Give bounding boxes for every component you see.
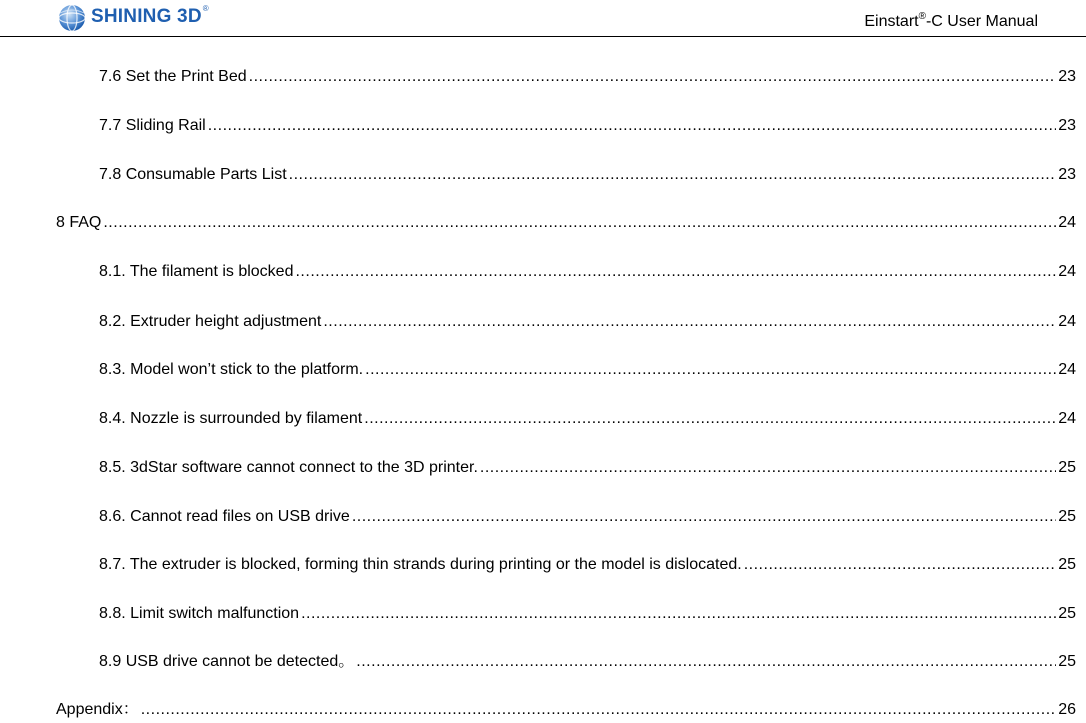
toc-entry[interactable] bbox=[99, 261, 1076, 283]
toc-leader-dots bbox=[365, 359, 1056, 381]
toc-entry-label: 8.1. The filament is blocked bbox=[99, 263, 294, 280]
toc-leader-dots bbox=[352, 506, 1056, 528]
toc-entry[interactable] bbox=[99, 651, 1076, 673]
toc-entry-page: 24 bbox=[1058, 361, 1076, 378]
toc-entry-label: Appendix： bbox=[56, 701, 139, 718]
page-header bbox=[0, 0, 1086, 37]
logo-registered-mark: ® bbox=[202, 3, 209, 13]
toc-leader-dots bbox=[301, 603, 1056, 625]
toc-leader-dots bbox=[208, 115, 1056, 137]
toc-entry-page: 25 bbox=[1058, 556, 1076, 573]
toc-entry-label: 8 FAQ bbox=[56, 214, 102, 231]
toc-entry-page: 24 bbox=[1058, 410, 1076, 427]
toc-entry[interactable] bbox=[99, 408, 1076, 430]
toc-leader-dots bbox=[356, 651, 1056, 673]
toc-entry[interactable] bbox=[99, 506, 1076, 528]
toc-leader-dots bbox=[103, 212, 1056, 234]
toc-entry[interactable] bbox=[99, 603, 1076, 625]
toc-entry[interactable] bbox=[99, 359, 1076, 381]
toc-leader-dots bbox=[364, 408, 1056, 430]
manual-title-suffix: -C User Manual bbox=[925, 13, 1038, 30]
toc-leader-dots bbox=[744, 554, 1056, 576]
toc-leader-dots bbox=[141, 699, 1056, 721]
toc-entry-label: 8.6. Cannot read files on USB drive bbox=[99, 508, 350, 525]
toc-entry[interactable] bbox=[99, 115, 1076, 137]
toc-entry[interactable] bbox=[99, 66, 1076, 88]
toc-entry-label: 8.4. Nozzle is surrounded by filament bbox=[99, 410, 363, 427]
toc-leader-dots bbox=[323, 311, 1056, 333]
toc-entry-label: 8.8. Limit switch malfunction bbox=[99, 605, 300, 622]
manual-title bbox=[864, 12, 1038, 32]
toc-entry-page: 25 bbox=[1058, 653, 1076, 670]
toc-entry-label: 8.2. Extruder height adjustment bbox=[99, 313, 322, 330]
toc-entry[interactable] bbox=[56, 212, 1076, 234]
toc-leader-dots bbox=[480, 457, 1056, 479]
globe-logo-icon bbox=[57, 3, 87, 33]
toc-entry[interactable] bbox=[99, 554, 1076, 576]
toc-entry-label: 7.7 Sliding Rail bbox=[99, 117, 206, 134]
manual-title-prefix: Einstart bbox=[864, 13, 919, 30]
toc-entry[interactable] bbox=[99, 457, 1076, 479]
toc-entry-page: 24 bbox=[1058, 214, 1076, 231]
toc-entry-page: 23 bbox=[1058, 166, 1076, 183]
toc-leader-dots bbox=[249, 66, 1057, 88]
toc-entry-label: 7.8 Consumable Parts List bbox=[99, 166, 287, 183]
toc-entry-page: 25 bbox=[1058, 459, 1076, 476]
shining3d-logo bbox=[57, 1, 209, 35]
toc-entry-page: 24 bbox=[1058, 313, 1076, 330]
toc-leader-dots bbox=[289, 164, 1057, 186]
toc-entry-page: 25 bbox=[1058, 508, 1076, 525]
toc-entry-page: 23 bbox=[1058, 117, 1076, 134]
toc-entry[interactable] bbox=[56, 699, 1076, 721]
toc-entry-label: 8.7. The extruder is blocked, forming thin strands during printing or the model is dislocated. bbox=[99, 556, 742, 573]
toc-entry-label: 8.3. Model won’t stick to the platform. bbox=[99, 361, 364, 378]
toc-entry-page: 23 bbox=[1058, 68, 1076, 85]
toc-entry-label: 7.6 Set the Print Bed bbox=[99, 68, 247, 85]
manual-title-registered-mark: ® bbox=[918, 10, 926, 22]
logo-text: SHINING 3D bbox=[91, 6, 202, 27]
toc-entry-label: 8.9 USB drive cannot be detected。 bbox=[99, 653, 355, 670]
toc-entry-page: 26 bbox=[1058, 701, 1076, 718]
toc-entry-label: 8.5. 3dStar software cannot connect to the 3D printer. bbox=[99, 459, 478, 476]
toc-entry[interactable] bbox=[99, 164, 1076, 186]
toc-entry[interactable] bbox=[99, 311, 1076, 333]
toc-entry-page: 25 bbox=[1058, 605, 1076, 622]
toc-leader-dots bbox=[295, 261, 1056, 283]
toc-entry-page: 24 bbox=[1058, 263, 1076, 280]
